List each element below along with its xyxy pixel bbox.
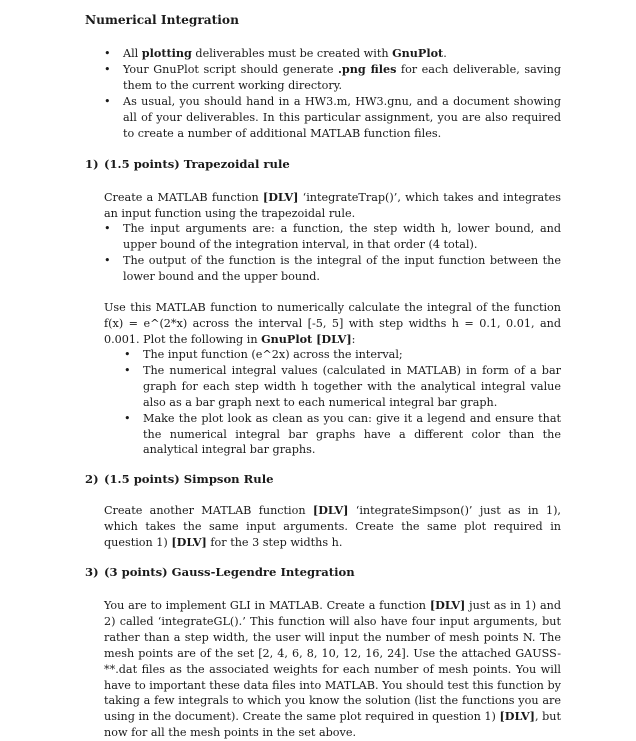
text: just as in 1) and 2) called ‘integrateGL().’ This function will also have four input arguments, but rather than a step width, the user will input the number of mesh points N. The mesh points are of the set [2, 4, 6, 8, 10, 12, 16, 24]. Use the attached GAUSS-**.dat files as the associated weights for each number of mesh points. You will have to important these data files into MATLAB. You should test this function by taking a few integrals to which you know the solution (list the functions you are using in the document). Create the same plot required in question 1): [104, 599, 561, 724]
section-title: (1.5 points) Simpson Rule: [104, 472, 274, 486]
s1-bullet-output: • The output of the function is the integral of the input function between the lower bound and the upper bound.: [104, 253, 561, 285]
bold-text: .png files: [338, 61, 397, 76]
text: Your GnuPlot script should generate: [123, 62, 339, 76]
s2-paragraph: [104, 503, 561, 551]
bold-text: [DLV]: [312, 503, 349, 517]
s1-bullet-inputs: • The input arguments are: a function, the step width h, lower bound, and upper bound of the integration interval, in that order (4 total).: [104, 221, 561, 253]
intro-bullet-handin: • As usual, you should hand in a HW3.m, HW3.gnu, and a document showing all of your deliverables. In this particular assignment, you are also required to create a number of additional MATLAB function files.: [104, 94, 561, 142]
text: ‘integrateTrap()’, which takes and integrates an input function using the trapezoidal rule.: [104, 191, 561, 220]
section-title: (1.5 points) Trapezoidal rule: [104, 157, 290, 171]
bold-text: plotting: [141, 46, 192, 60]
intro-bullet-plotting: [104, 46, 561, 62]
intro-list: [104, 46, 561, 141]
text: for the 3 step widths h.: [206, 535, 343, 549]
text: for each deliverable, saving them to the current working directory.: [123, 62, 562, 92]
text: Use this MATLAB function to numerically calculate the integral of the function f(x) = e^(2*x) across the interval [-5, 5] with step widths h = 0.1, 0.01, and 0.001. Plot the following in: [104, 301, 561, 346]
section-number: 3): [85, 565, 99, 579]
bold-text: [DLV]: [429, 598, 466, 612]
bold-text: [DLV]: [262, 190, 299, 204]
bold-text: [DLV]: [171, 534, 207, 549]
section-3-heading: [85, 565, 355, 581]
s1-paragraph-2: [104, 300, 561, 348]
s1-plot-bullet-function: • The input function (e^2x) across the interval;: [124, 347, 561, 363]
text: ‘integrateSimpson()’ just as in 1), which takes the same input arguments. Create the same plot required in question 1): [104, 504, 561, 549]
section-2-heading: [85, 472, 274, 488]
text: Create another MATLAB function: [104, 504, 313, 517]
section-number: 1): [85, 157, 99, 171]
page-title: Numerical Integration: [85, 13, 239, 27]
section-title: (3 points) Gauss-Legendre Integration: [104, 565, 355, 579]
s1-list: [104, 221, 561, 285]
s1-plot-bullet-bars: • The numerical integral values (calculated in MATLAB) in form of a bar graph for each step width h together with the analytical integral value also as a bar graph next to each numerical integral bar graph.: [124, 363, 561, 411]
intro-bullet-png: [104, 62, 561, 94]
bold-text: GnuPlot [DLV]: [261, 331, 352, 346]
text: .: [443, 47, 447, 60]
section-number: 2): [85, 472, 99, 486]
text: :: [351, 332, 356, 346]
s1-paragraph-1: [104, 190, 561, 222]
text: , but now for all the mesh points in the set above.: [104, 710, 561, 740]
text: You are to implement GLI in MATLAB. Create a function: [104, 599, 430, 612]
s3-paragraph: [104, 598, 561, 741]
text: deliverables must be created with: [191, 47, 393, 60]
s1-plot-bullet-clean: • Make the plot look as clean as you can: give it a legend and ensure that the numerical integral bar graphs have a different color than the analytical integral bar graphs.: [124, 411, 561, 459]
text: Create a MATLAB function: [104, 191, 263, 204]
bold-text: [DLV]: [499, 709, 535, 724]
s1-plot-list: [124, 347, 561, 458]
text: All: [123, 47, 142, 60]
bold-text: GnuPlot: [392, 46, 444, 60]
section-1-heading: [85, 157, 290, 173]
